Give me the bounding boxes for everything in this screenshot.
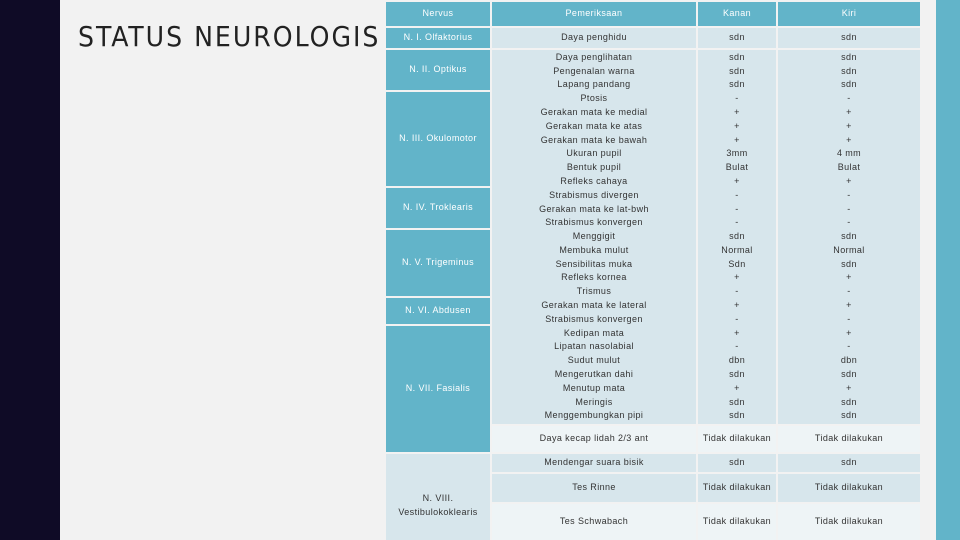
kiri-value: + xyxy=(846,106,852,117)
exam-list xyxy=(492,50,696,424)
kanan-value: + xyxy=(734,272,740,283)
exam-item: Pengenalan warna xyxy=(553,65,635,76)
kanan-value: - xyxy=(735,313,739,324)
nerve-vestibulokoklearis xyxy=(386,454,490,540)
exam-item: Menggigit xyxy=(572,231,616,242)
kanan-value: Normal xyxy=(721,244,753,255)
kiri-value: sdn xyxy=(841,258,857,269)
kanan-value: sdn xyxy=(729,369,745,380)
kiri-value: - xyxy=(847,93,851,104)
exam-item: Refleks cahaya xyxy=(560,175,628,186)
kiri-value: sdn xyxy=(841,231,857,242)
exam-item: Lapang pandang xyxy=(557,79,631,90)
kiri-value: sdn xyxy=(841,369,857,380)
nerve-vestibulokoklearis-label: N. VIII. Vestibulokoklearis xyxy=(398,493,478,517)
exam-item: Gerakan mata ke atas xyxy=(545,120,643,131)
exam-item: Refleks kornea xyxy=(561,272,627,283)
kanan-value: 3mm xyxy=(726,148,748,159)
kanan-tes-rinne: Tidak dilakukan xyxy=(698,474,776,502)
header-nervus: Nervus xyxy=(386,2,490,26)
exam-daya-kecap: Daya kecap lidah 2/3 ant xyxy=(492,426,696,452)
kanan-value: - xyxy=(735,286,739,297)
exam-item: Kedipan mata xyxy=(563,327,625,338)
kanan-suara-bisik: sdn xyxy=(698,454,776,472)
exam-item: Strabismus konvergen xyxy=(545,217,643,228)
kiri-value: - xyxy=(847,217,851,228)
kanan-value: + xyxy=(734,175,740,186)
kanan-value: Bulat xyxy=(725,162,749,173)
kiri-value: - xyxy=(847,341,851,352)
kiri-value: + xyxy=(846,175,852,186)
exam-item: Strabismus divergen xyxy=(549,189,639,200)
exam-tes-schwabach: Tes Schwabach xyxy=(492,504,696,540)
kanan-value: - xyxy=(735,341,739,352)
kiri-daya-penghidu: sdn xyxy=(778,28,920,48)
nerve-abdusen: N. VI. Abdusen xyxy=(386,298,490,324)
kanan-value: sdn xyxy=(729,51,745,62)
kanan-value: + xyxy=(734,300,740,311)
exam-item: Gerakan mata ke bawah xyxy=(540,134,648,145)
kiri-value: sdn xyxy=(841,51,857,62)
kiri-value: sdn xyxy=(841,65,857,76)
kanan-value: + xyxy=(734,327,740,338)
kanan-value: Sdn xyxy=(728,258,746,269)
header-pemeriksaan: Pemeriksaan xyxy=(492,2,696,26)
kanan-value: - xyxy=(735,93,739,104)
kanan-value: + xyxy=(734,134,740,145)
kiri-value: + xyxy=(846,300,852,311)
exam-item: Sudut mulut xyxy=(567,355,621,366)
kiri-value: + xyxy=(846,272,852,283)
header-kiri: Kiri xyxy=(778,2,920,26)
neuro-status-table xyxy=(386,2,920,540)
kiri-value: Normal xyxy=(833,244,865,255)
kanan-daya-kecap: Tidak dilakukan xyxy=(698,426,776,452)
kiri-daya-kecap: Tidak dilakukan xyxy=(778,426,920,452)
exam-item: Menggembungkan pipi xyxy=(544,410,644,421)
kiri-value: sdn xyxy=(841,396,857,407)
nerve-okulomotor: N. III. Okulomotor xyxy=(386,92,490,186)
kiri-suara-bisik: sdn xyxy=(778,454,920,472)
exam-suara-bisik: Mendengar suara bisik xyxy=(492,454,696,472)
exam-item: Strabismus konvergen xyxy=(545,313,643,324)
kiri-value: Bulat xyxy=(837,162,861,173)
kanan-value: sdn xyxy=(729,410,745,421)
right-decorative-band xyxy=(936,0,960,540)
nerve-trigeminus: N. V. Trigeminus xyxy=(386,230,490,296)
nerve-optikus: N. II. Optikus xyxy=(386,50,490,90)
exam-item: Trismus xyxy=(576,286,612,297)
kiri-value: sdn xyxy=(841,79,857,90)
kiri-value: + xyxy=(846,327,852,338)
kiri-value: + xyxy=(846,120,852,131)
kanan-value: - xyxy=(735,189,739,200)
kiri-value: 4 mm xyxy=(836,148,862,159)
exam-item: Mengerutkan dahi xyxy=(554,369,634,380)
slide-title: STATUS NEUROLOGIS xyxy=(78,20,381,53)
kanan-value: sdn xyxy=(729,396,745,407)
kanan-value: - xyxy=(735,217,739,228)
exam-item: Sensibilitas muka xyxy=(555,258,633,269)
kanan-daya-penghidu: sdn xyxy=(698,28,776,48)
kanan-list xyxy=(698,50,776,424)
exam-item: Daya penglihatan xyxy=(555,51,633,62)
kiri-value: + xyxy=(846,382,852,393)
exam-daya-penghidu: Daya penghidu xyxy=(492,28,696,48)
exam-item: Membuka mulut xyxy=(559,244,629,255)
exam-item: Bentuk pupil xyxy=(566,162,622,173)
kanan-value: + xyxy=(734,120,740,131)
kanan-value: + xyxy=(734,106,740,117)
kiri-value: - xyxy=(847,189,851,200)
exam-item: Ptosis xyxy=(580,93,608,104)
exam-item: Gerakan mata ke lateral xyxy=(541,300,647,311)
kiri-value: - xyxy=(847,313,851,324)
kiri-value: + xyxy=(846,134,852,145)
exam-tes-rinne: Tes Rinne xyxy=(492,474,696,502)
left-decorative-band xyxy=(0,0,60,540)
nerve-fasialis: N. VII. Fasialis xyxy=(386,326,490,452)
kiri-tes-schwabach: Tidak dilakukan xyxy=(778,504,920,540)
kiri-tes-rinne: Tidak dilakukan xyxy=(778,474,920,502)
exam-item: Gerakan mata ke medial xyxy=(540,106,648,117)
nerve-olfaktorius: N. I. Olfaktorius xyxy=(386,28,490,48)
kanan-value: sdn xyxy=(729,231,745,242)
kiri-list xyxy=(778,50,920,424)
kiri-value: sdn xyxy=(841,410,857,421)
header-kanan: Kanan xyxy=(698,2,776,26)
kiri-value: - xyxy=(847,203,851,214)
kanan-value: dbn xyxy=(728,355,746,366)
kiri-value: - xyxy=(847,286,851,297)
exam-item: Gerakan mata ke lat-bwh xyxy=(539,203,649,214)
exam-item: Lipatan nasolabial xyxy=(554,341,634,352)
kanan-value: sdn xyxy=(729,65,745,76)
kanan-tes-schwabach: Tidak dilakukan xyxy=(698,504,776,540)
kanan-value: + xyxy=(734,382,740,393)
exam-item: Menutup mata xyxy=(562,382,626,393)
kanan-value: - xyxy=(735,203,739,214)
kiri-value: dbn xyxy=(840,355,858,366)
exam-item: Meringis xyxy=(575,396,613,407)
exam-item: Ukuran pupil xyxy=(566,148,622,159)
nerve-troklearis: N. IV. Troklearis xyxy=(386,188,490,228)
kanan-value: sdn xyxy=(729,79,745,90)
